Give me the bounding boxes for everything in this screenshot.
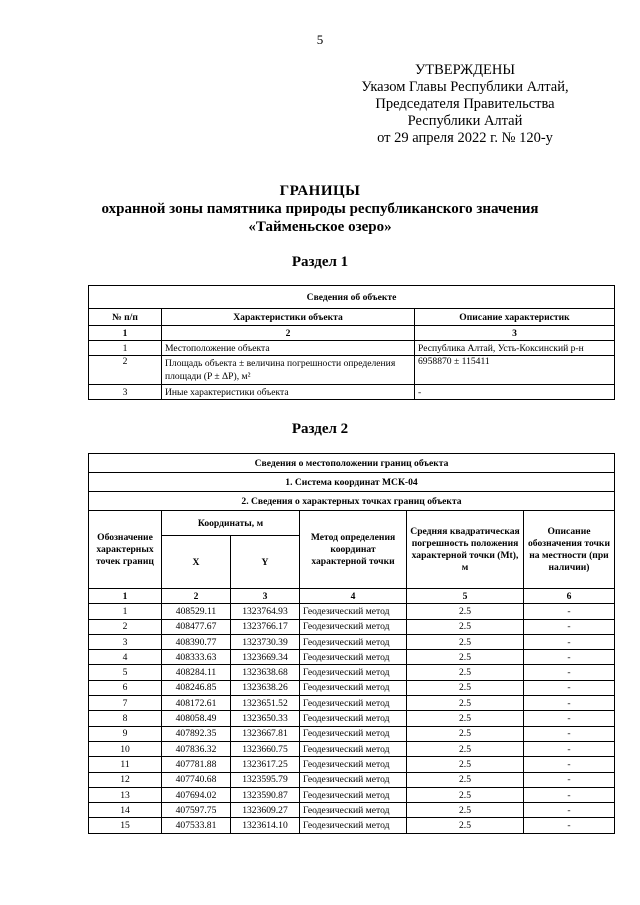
table-row <box>89 772 615 787</box>
table-row <box>89 665 615 680</box>
point-description: - <box>524 787 615 802</box>
point-description: - <box>524 619 615 634</box>
error-cell: 2.5 <box>407 726 524 741</box>
row-number: 1 <box>89 341 162 356</box>
points-body <box>89 604 615 833</box>
method-cell: Геодезический метод <box>300 650 407 665</box>
point-description: - <box>524 680 615 695</box>
method-cell: Геодезический метод <box>300 772 407 787</box>
point-description: - <box>524 634 615 649</box>
error-cell: 2.5 <box>407 711 524 726</box>
table-caption: 2. Сведения о характерных точках границ объекта <box>89 492 615 511</box>
y-coordinate: 1323651.52 <box>231 696 300 711</box>
x-coordinate: 407694.02 <box>162 787 231 802</box>
column-header: Средняя квадратическая погрешность положения характерной точки (Mt), м <box>407 511 524 589</box>
point-number: 15 <box>89 818 162 833</box>
page-number: 5 <box>316 32 324 47</box>
table-row <box>89 757 615 772</box>
point-number: 13 <box>89 787 162 802</box>
x-coordinate: 408172.61 <box>162 696 231 711</box>
point-description: - <box>524 604 615 619</box>
error-cell: 2.5 <box>407 803 524 818</box>
error-cell: 2.5 <box>407 787 524 802</box>
column-header: Описание характеристик <box>415 309 615 326</box>
column-header: Метод определения координат характерной точки <box>300 511 407 589</box>
x-coordinate: 408477.67 <box>162 619 231 634</box>
error-cell: 2.5 <box>407 680 524 695</box>
title-line: охранной зоны памятника природы республиканского значения <box>101 201 539 217</box>
table-caption: 1. Система координат МСК-04 <box>89 473 615 492</box>
object-info-table <box>88 285 615 400</box>
y-coordinate: 1323650.33 <box>231 711 300 726</box>
x-coordinate: 407836.32 <box>162 741 231 756</box>
column-number: 1 <box>89 589 162 604</box>
method-cell: Геодезический метод <box>300 619 407 634</box>
description-cell: Республика Алтай, Усть-Коксинский р-н <box>415 341 615 356</box>
y-coordinate: 1323617.25 <box>231 757 300 772</box>
y-coordinate: 1323638.26 <box>231 680 300 695</box>
x-coordinate: 408529.11 <box>162 604 231 619</box>
table-caption: Сведения о местоположении границ объекта <box>89 454 615 473</box>
method-cell: Геодезический метод <box>300 696 407 711</box>
approval-line: Указом Главы Республики Алтай, <box>361 79 569 95</box>
approval-block <box>350 62 580 147</box>
point-number: 4 <box>89 650 162 665</box>
error-cell: 2.5 <box>407 650 524 665</box>
y-coordinate: 1323766.17 <box>231 619 300 634</box>
point-description: - <box>524 757 615 772</box>
section2-heading: Раздел 2 <box>291 421 349 437</box>
column-number: 2 <box>162 589 231 604</box>
x-coordinate: 407533.81 <box>162 818 231 833</box>
point-number: 12 <box>89 772 162 787</box>
characteristic-cell: Местоположение объекта <box>162 341 415 356</box>
table-row <box>89 818 615 833</box>
row-number: 2 <box>89 356 162 385</box>
point-number: 2 <box>89 619 162 634</box>
table-row <box>89 680 615 695</box>
error-cell: 2.5 <box>407 604 524 619</box>
point-description: - <box>524 650 615 665</box>
table-row <box>89 341 615 356</box>
x-coordinate: 408333.63 <box>162 650 231 665</box>
y-coordinate: 1323730.39 <box>231 634 300 649</box>
point-number: 6 <box>89 680 162 695</box>
table-row <box>89 787 615 802</box>
description-cell: 6958870 ± 115411 <box>415 356 615 385</box>
x-coordinate: 407892.35 <box>162 726 231 741</box>
table-row <box>89 696 615 711</box>
method-cell: Геодезический метод <box>300 818 407 833</box>
error-cell: 2.5 <box>407 757 524 772</box>
point-description: - <box>524 818 615 833</box>
table-row <box>89 385 615 400</box>
method-cell: Геодезический метод <box>300 711 407 726</box>
method-cell: Геодезический метод <box>300 787 407 802</box>
x-coordinate: 408284.11 <box>162 665 231 680</box>
point-description: - <box>524 741 615 756</box>
y-coordinate: 1323667.81 <box>231 726 300 741</box>
table-row <box>89 726 615 741</box>
column-number: 1 <box>89 326 162 341</box>
table-row <box>89 634 615 649</box>
characteristic-cell: Иные характеристики объекта <box>162 385 415 400</box>
column-number: 2 <box>162 326 415 341</box>
section1-heading: Раздел 1 <box>291 254 349 270</box>
method-cell: Геодезический метод <box>300 680 407 695</box>
error-cell: 2.5 <box>407 696 524 711</box>
y-coordinate: 1323595.79 <box>231 772 300 787</box>
title-line: «Тайменьское озеро» <box>248 219 392 235</box>
column-header: X <box>162 536 231 589</box>
point-number: 3 <box>89 634 162 649</box>
x-coordinate: 408246.85 <box>162 680 231 695</box>
column-number: 6 <box>524 589 615 604</box>
point-description: - <box>524 803 615 818</box>
column-header: Характеристики объекта <box>162 309 415 326</box>
method-cell: Геодезический метод <box>300 726 407 741</box>
document-title <box>60 182 580 236</box>
point-number: 9 <box>89 726 162 741</box>
row-number: 3 <box>89 385 162 400</box>
approval-line: УТВЕРЖДЕНЫ <box>414 62 516 78</box>
x-coordinate: 408390.77 <box>162 634 231 649</box>
error-cell: 2.5 <box>407 818 524 833</box>
point-number: 11 <box>89 757 162 772</box>
column-number: 4 <box>300 589 407 604</box>
column-header: Описание обозначения точки на местности (при наличии) <box>524 511 615 589</box>
description-cell: - <box>415 385 615 400</box>
column-number: 5 <box>407 589 524 604</box>
point-number: 1 <box>89 604 162 619</box>
error-cell: 2.5 <box>407 741 524 756</box>
title-main: ГРАНИЦЫ <box>279 183 361 199</box>
column-header: № п/п <box>89 309 162 326</box>
point-description: - <box>524 772 615 787</box>
x-coordinate: 407597.75 <box>162 803 231 818</box>
error-cell: 2.5 <box>407 634 524 649</box>
approval-line: Председателя Правительства <box>375 96 555 112</box>
y-coordinate: 1323590.87 <box>231 787 300 802</box>
characteristic-cell: Площадь объекта ± величина погрешности определения площади (P ± ΔP), м² <box>162 356 415 385</box>
error-cell: 2.5 <box>407 619 524 634</box>
point-description: - <box>524 711 615 726</box>
method-cell: Геодезический метод <box>300 604 407 619</box>
column-header: Координаты, м <box>162 511 300 536</box>
column-number: 3 <box>231 589 300 604</box>
method-cell: Геодезический метод <box>300 757 407 772</box>
table-row <box>89 356 615 385</box>
y-coordinate: 1323614.10 <box>231 818 300 833</box>
point-description: - <box>524 696 615 711</box>
table-row <box>89 711 615 726</box>
method-cell: Геодезический метод <box>300 665 407 680</box>
column-header: Обозначение характерных точек границ <box>89 511 162 589</box>
error-cell: 2.5 <box>407 772 524 787</box>
boundary-points-table <box>88 453 615 834</box>
y-coordinate: 1323660.75 <box>231 741 300 756</box>
x-coordinate: 408058.49 <box>162 711 231 726</box>
error-cell: 2.5 <box>407 665 524 680</box>
table-row <box>89 604 615 619</box>
y-coordinate: 1323764.93 <box>231 604 300 619</box>
y-coordinate: 1323609.27 <box>231 803 300 818</box>
method-cell: Геодезический метод <box>300 803 407 818</box>
point-number: 7 <box>89 696 162 711</box>
table-row <box>89 741 615 756</box>
column-header: Y <box>231 536 300 589</box>
table-row <box>89 803 615 818</box>
approval-line: Республики Алтай <box>407 113 523 129</box>
point-number: 10 <box>89 741 162 756</box>
x-coordinate: 407781.88 <box>162 757 231 772</box>
point-number: 8 <box>89 711 162 726</box>
table-row <box>89 619 615 634</box>
point-number: 14 <box>89 803 162 818</box>
table-row <box>89 650 615 665</box>
method-cell: Геодезический метод <box>300 634 407 649</box>
y-coordinate: 1323638.68 <box>231 665 300 680</box>
x-coordinate: 407740.68 <box>162 772 231 787</box>
table-caption: Сведения об объекте <box>89 286 615 309</box>
point-description: - <box>524 726 615 741</box>
point-number: 5 <box>89 665 162 680</box>
y-coordinate: 1323669.34 <box>231 650 300 665</box>
column-number: 3 <box>415 326 615 341</box>
point-description: - <box>524 665 615 680</box>
method-cell: Геодезический метод <box>300 741 407 756</box>
approval-line: от 29 апреля 2022 г. № 120-у <box>377 130 553 146</box>
